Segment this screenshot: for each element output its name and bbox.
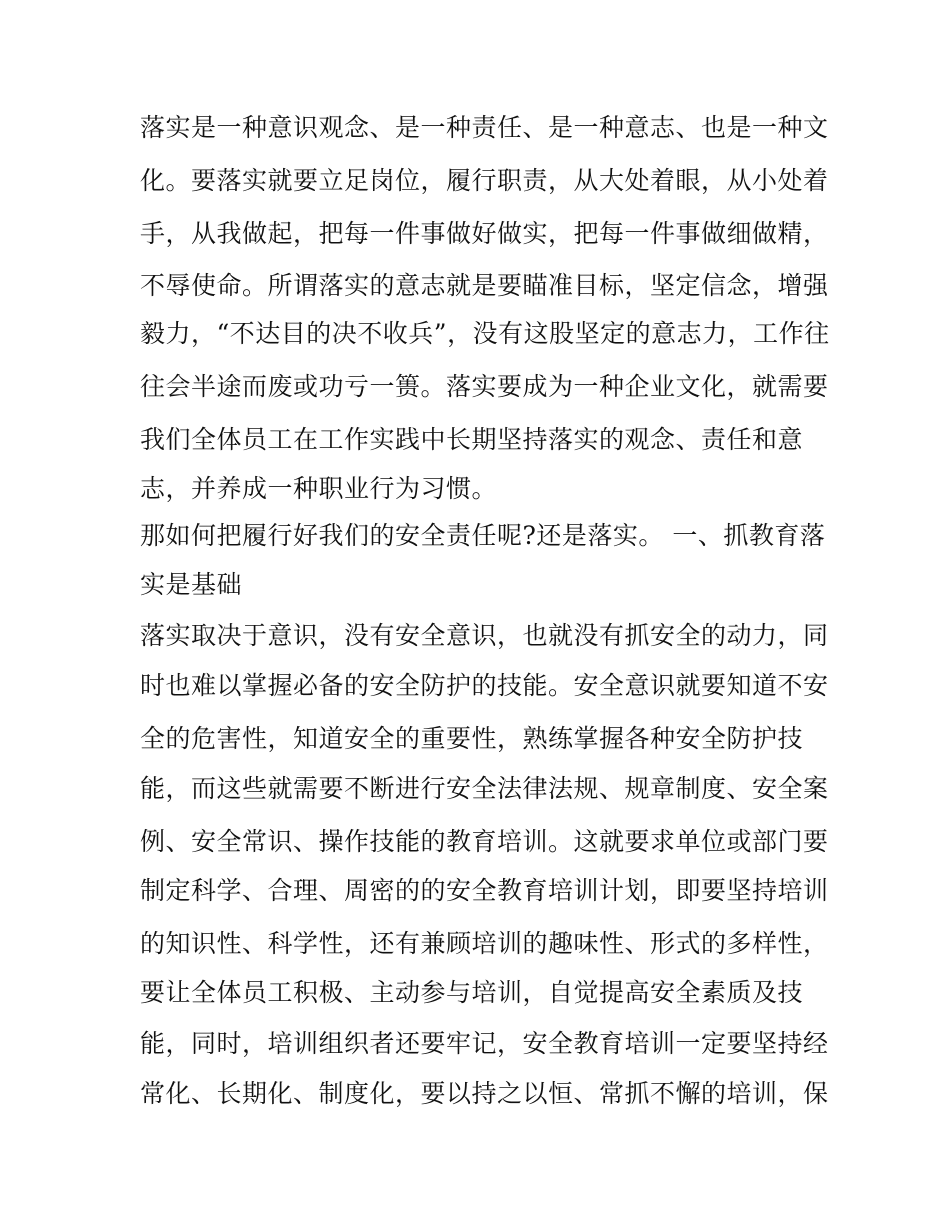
text-line: 全的危害性，知道安全的重要性，熟练掌握各种安全防护技: [140, 724, 804, 753]
text-line: 不辱使命。所谓落实的意志就是要瞄准目标，坚定信念，增强: [140, 271, 829, 300]
text-line: 志，并养成一种职业行为习惯。: [140, 474, 498, 503]
text-line: 能，而这些就需要不断进行安全法律法规、规章制度、安全案: [140, 774, 829, 803]
text-line: 要让全体员工积极、主动参与培训，自觉提高安全素质及技: [140, 978, 804, 1007]
text-line: 实是基础: [140, 570, 243, 599]
text-line: 制定科学、合理、周密的的安全教育培训计划，即要坚持培训: [140, 876, 829, 905]
text-line: 例、安全常识、操作技能的教育培训。这就要求单位或部门要: [140, 827, 829, 856]
text-line: 常化、长期化、制度化，要以持之以恒、常抓不懈的培训，保: [140, 1079, 829, 1108]
text-line: 毅力，“不达目的决不收兵”，没有这股坚定的意志力，工作往: [140, 319, 830, 348]
text-line: 往会半途而废或功亏一篑。落实要成为一种企业文化，就需要: [140, 372, 829, 401]
text-line: 我们全体员工在工作实践中长期坚持落实的观念、责任和意: [140, 425, 804, 454]
text-line: 落实取决于意识，没有安全意识，也就没有抓安全的动力，同: [140, 621, 829, 650]
text-line: 能，同时，培训组织者还要牢记，安全教育培训一定要坚持经: [140, 1029, 829, 1058]
text-line: 落实是一种意识观念、是一种责任、是一种意志、也是一种文: [140, 113, 829, 142]
text-line: 的知识性、科学性，还有兼顾培训的趣味性、形式的多样性，: [140, 929, 829, 958]
text-line: 化。要落实就要立足岗位，履行职责，从大处着眼，从小处着: [140, 166, 829, 195]
text-line: 手，从我做起，把每一件事做好做实，把每一件事做细做精，: [140, 219, 829, 248]
text-line: 时也难以掌握必备的安全防护的技能。安全意识就要知道不安: [140, 671, 829, 700]
text-line: 那如何把履行好我们的安全责任呢?还是落实。 一、抓教育落: [140, 521, 826, 550]
